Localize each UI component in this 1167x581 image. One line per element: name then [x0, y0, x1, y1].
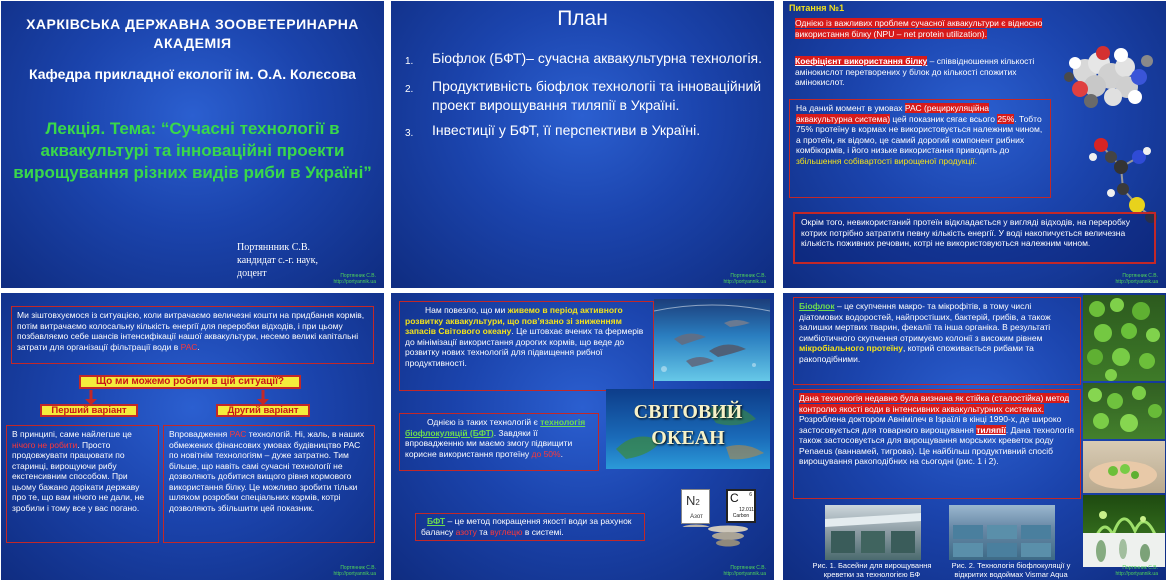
bft-nitrogen: азоту [455, 526, 477, 537]
npu-problem-text [789, 16, 1051, 46]
first-option-b: . Просто продовжувати працювати по старинці, вирощуючи рибу екстенсивним способом. При цьому бажано дорікати державу про те, що вам нічого не дали, не зробили і тому все у вас погано. [12, 439, 145, 513]
bft-term: БФТ [427, 516, 446, 526]
biofloc-history-text [793, 389, 1081, 499]
biofloc-text-a: – це скупчення макро- та мікрофітів, в тому числі діатомових водоростей, найпростіших, бактерій, грибів, а також залишки мертвих тварин, фекалії та інша органіка. В результаті симбіотичного скупчення отримуємо колонії з високим рівнем [799, 301, 1051, 343]
ras-text-c: цей показник сягає всього [890, 113, 998, 124]
duckweed-image-1 [1083, 295, 1165, 381]
carbon-label: Carbon [732, 513, 750, 519]
npu-definition [789, 53, 1051, 93]
balance-rocks-image [691, 525, 765, 547]
bft-definition [415, 513, 645, 541]
ras-text-a: На даний момент в умовах [796, 103, 905, 113]
situation-text-a: Ми зіштовхуємося із ситуацією, коли витрачаємо величезні кошти на придбання кормів, потім витрачаємо колосальну кількість енергії для переробки відходів, і при цьому позбавляємо себе шансів інтенсифікації нашої аквакультури, несемо великі капітальні затрати для організації фільтрації води в [17, 310, 365, 352]
figure-2-caption: Рис. 2. Технологія біофлокуляції у відкритих водоймах Vismar Aqua [951, 561, 1071, 579]
author-degree: кандидат с.-г. наук, [237, 255, 318, 266]
second-option-a: Впровадження [169, 429, 230, 439]
nitrogen-symbol: N [686, 493, 696, 508]
situation-text-end: . [197, 341, 200, 352]
slide-footer [1115, 273, 1158, 285]
second-option-ras: РАС [229, 429, 247, 439]
ras-text-d: . Тобто 75% протеїну в кормах не використовується належним чином, а протеїн, як відомо, це самий дорогий компонент рибних комбікормів, і його низьке використання приводить до [796, 113, 1043, 155]
carbon-tile [726, 489, 756, 523]
duckweed-image-2 [1083, 383, 1165, 439]
world-ocean-image [606, 389, 770, 469]
slide-footer [723, 565, 766, 577]
npu-definition-rest: – співвідношення кількості амінокислот перетворених у білок до кількості спожитих амінокислот. [795, 56, 1035, 87]
nitrogen-subscript: 2 [695, 498, 700, 507]
npu-term: Коефіцієнт використання білку [795, 56, 928, 66]
plan-item-number: 3. [405, 128, 414, 139]
aquaculture-period-text [399, 301, 654, 391]
footer-url: http://portyannik.ua [1115, 571, 1158, 577]
nitrogen-label: Азот [690, 514, 703, 520]
dolphins-image [654, 299, 770, 381]
first-option-a: В принципі, саме найлегше це [12, 429, 132, 439]
footer-url: http://portyannik.ua [333, 279, 376, 285]
footer-author: Портянник С.В. [730, 565, 766, 571]
bft-def-a: – це метод покращення якості води за рахунок балансу [421, 516, 632, 537]
bft-def-d: в системі. [522, 526, 564, 537]
npu-problem-highlight: Однією із важливих проблем сучасної аквакультури є відносно використання білку (NPU – net protein utilization). [795, 18, 1043, 39]
first-option-label: Перший варіант [40, 404, 138, 417]
plan-item [405, 77, 767, 115]
slide-footer [1115, 565, 1158, 577]
biofloc-text-b: , котрий споживається рибами та ракоподібними. [799, 343, 1034, 364]
university-name: ХАРКІВСЬКА ДЕРЖАВНА ЗООВЕТЕРИНАРНА АКАДЕМІЯ [26, 16, 359, 51]
bft-text-b: . Завдяки її впровадженню ми маємо змогу підвищити корисне використання протеїну [405, 427, 573, 459]
slide-title[interactable] [1, 1, 384, 288]
footer-url: http://portyannik.ua [723, 279, 766, 285]
bft-technology-text [399, 413, 599, 471]
slide-question-1[interactable] [783, 1, 1166, 288]
footer-url: http://portyannik.ua [333, 571, 376, 577]
author-position: доцент [237, 268, 267, 279]
second-option-b: технологій. Ні, жаль, в наших обмежених фінансових умовах будівництво РАС по новітнім технологіям – дуже затратно. Тим більше, що навіть самі сучасні технології не дозволяють добитися вищого рівня кормового використання білку. Це можливо зробити тільки шляхом розробки спеціальних кормів, котрі дозволяють збільшити цей показник. [169, 429, 365, 513]
bft-carbon: вуглецю [490, 526, 523, 537]
carbon-symbol: C [730, 491, 739, 505]
shrimp-pools-image [825, 505, 921, 560]
question-header: Питання №1 [789, 3, 845, 13]
slide-footer [723, 273, 766, 285]
open-ponds-image [949, 505, 1055, 560]
slide-biofloc[interactable] [783, 293, 1166, 580]
slide-plan[interactable] [391, 1, 774, 288]
slide-options[interactable] [1, 293, 384, 580]
footer-author: Портянник С.В. [340, 273, 376, 279]
aquaculture-highlight: живемо в період активного розвитку аквакультури, що пов’язано зі зниженням запасів Світового океану [405, 305, 623, 336]
department-name: Кафедра прикладної екології ім. О.А. Колєсова [29, 66, 356, 82]
protein-molecule-image [1055, 31, 1161, 125]
figure-1-caption: Рис. 1. Басейни для вирощування креветки за технологією БФ [812, 561, 932, 579]
carbon-mass: 12.011 [739, 507, 754, 513]
carbon-number: 6 [749, 492, 752, 498]
plan-title: План [557, 7, 608, 30]
situation-ras: РАС [180, 341, 198, 352]
bft-text-a: Однією із таких технологій є [427, 417, 541, 427]
plan-item [405, 49, 767, 71]
first-option-highlight: нічого не робити [12, 439, 78, 450]
ras-percent: 25% [997, 113, 1015, 124]
biofloc-definition [793, 297, 1081, 385]
ras-term: РАС [904, 103, 922, 113]
plan-item [405, 121, 767, 143]
bft-text-c: . [560, 448, 563, 459]
plan-list [405, 49, 767, 149]
biofloc-term: Біофлок [799, 301, 835, 311]
biofloc-history-b: . Дана технологія також застосовується для вирощування морських креветок роду Penaeus (ваннамей, тигрова). Це найбільш продуктивний спосіб вирощування ракоподібних на сьогодні (рис. 1 і 2). [799, 424, 1075, 466]
question-banner: Що ми можемо робити в цій ситуації? [79, 375, 301, 389]
footer-author: Портянник С.В. [730, 273, 766, 279]
plan-item-text: Продуктивність біофлок технологіі та інноваційний проект вирощування тиляпії в Україні. [432, 78, 762, 113]
aquaculture-text-b: . Це штовхає вчених та фермерів до мінімізації використання дорогих кормів, що веде до розвитку нових технологій для підвищення рибної продуктивності. [405, 326, 644, 368]
microorganisms-image [1083, 533, 1165, 567]
ras-expansion: (рециркуляційна аквакультурна система) [796, 103, 990, 124]
biofloc-recognition: Дана технологія недавно була визнана як стійка (сталостійка) метод контролю якості води в інтенсивних аквакультурних системах. [799, 393, 1070, 414]
tilapia-term: тиляпії [976, 424, 1006, 435]
lecture-topic: Лекція. Тема: “Сучасні технології в аквакультурі та інноваційні проекти вирощування різних видів риби в Україні” [13, 119, 372, 182]
unused-protein-text: Окрім того, невикористаний протеїн відкладається у вигляді відходів, на переробку котрих потрібно затратити певну кількість енергії. У воді накопичується величезна кількість поживних речовин, котрі не використовуються належним чином. [793, 212, 1156, 264]
footer-url: http://portyannik.ua [1115, 279, 1158, 285]
ras-efficiency-text [789, 99, 1051, 198]
bft-def-b: та [476, 526, 491, 537]
plan-item-text: Біофлок (БФТ)– сучасна аквакультурна технологія. [432, 50, 763, 66]
world-ocean-label: СВІТОВИЙ ОКЕАН [633, 401, 743, 449]
slide-footer [333, 565, 376, 577]
microbial-protein: мікробіального протеїну [799, 343, 904, 353]
plan-item-number: 1. [405, 56, 414, 67]
ras-conclusion: збільшення собівартості вирощеної продукції. [796, 155, 978, 166]
aquaculture-text-a: Нам повезло, що ми [425, 305, 508, 315]
first-option-text [6, 425, 159, 543]
slide-bft-intro[interactable] [391, 293, 774, 580]
footer-url: http://portyannik.ua [723, 571, 766, 577]
footer-author: Портянник С.В. [1122, 565, 1158, 571]
slide-footer [333, 273, 376, 285]
biofloc-history-a: Розроблена доктором Авнімілеч в Ізраїлі в кінці 1990-х, де широко застосовується для товарного вирощування [799, 414, 1062, 435]
plan-item-text: Інвестиції у БФТ, її перспективи в Україні. [432, 122, 701, 138]
footer-author: Портянник С.В. [1122, 273, 1158, 279]
author-name: Портяннник С.В. [237, 242, 311, 253]
hand-duckweed-image [1083, 441, 1165, 493]
bft-percent: до 50% [531, 448, 561, 459]
second-option-text [163, 425, 375, 543]
plan-item-number: 2. [405, 84, 414, 95]
footer-author: Портянник С.В. [340, 565, 376, 571]
second-option-label: Другий варіант [216, 404, 310, 417]
bft-highlight: технологія біофлокуляцій (БФТ) [405, 417, 586, 438]
